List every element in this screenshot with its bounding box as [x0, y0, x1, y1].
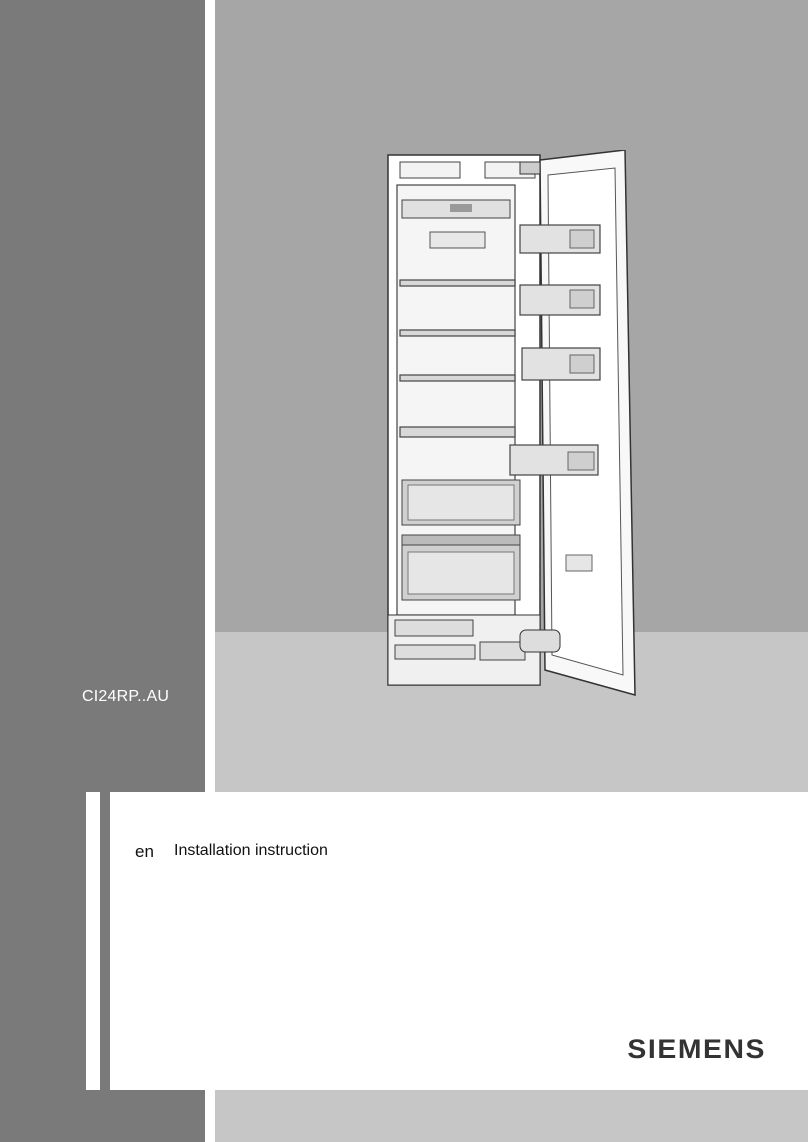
language-code: en [135, 842, 154, 861]
accent-bar [86, 792, 100, 1090]
brand-logo: SIEMENS [627, 1034, 766, 1064]
document-title: Installation instruction [174, 842, 328, 859]
refrigerator-open-door-icon [380, 150, 640, 740]
bottom-grey-band [215, 1090, 808, 1142]
model-number: CI24RP..AU [82, 688, 170, 705]
